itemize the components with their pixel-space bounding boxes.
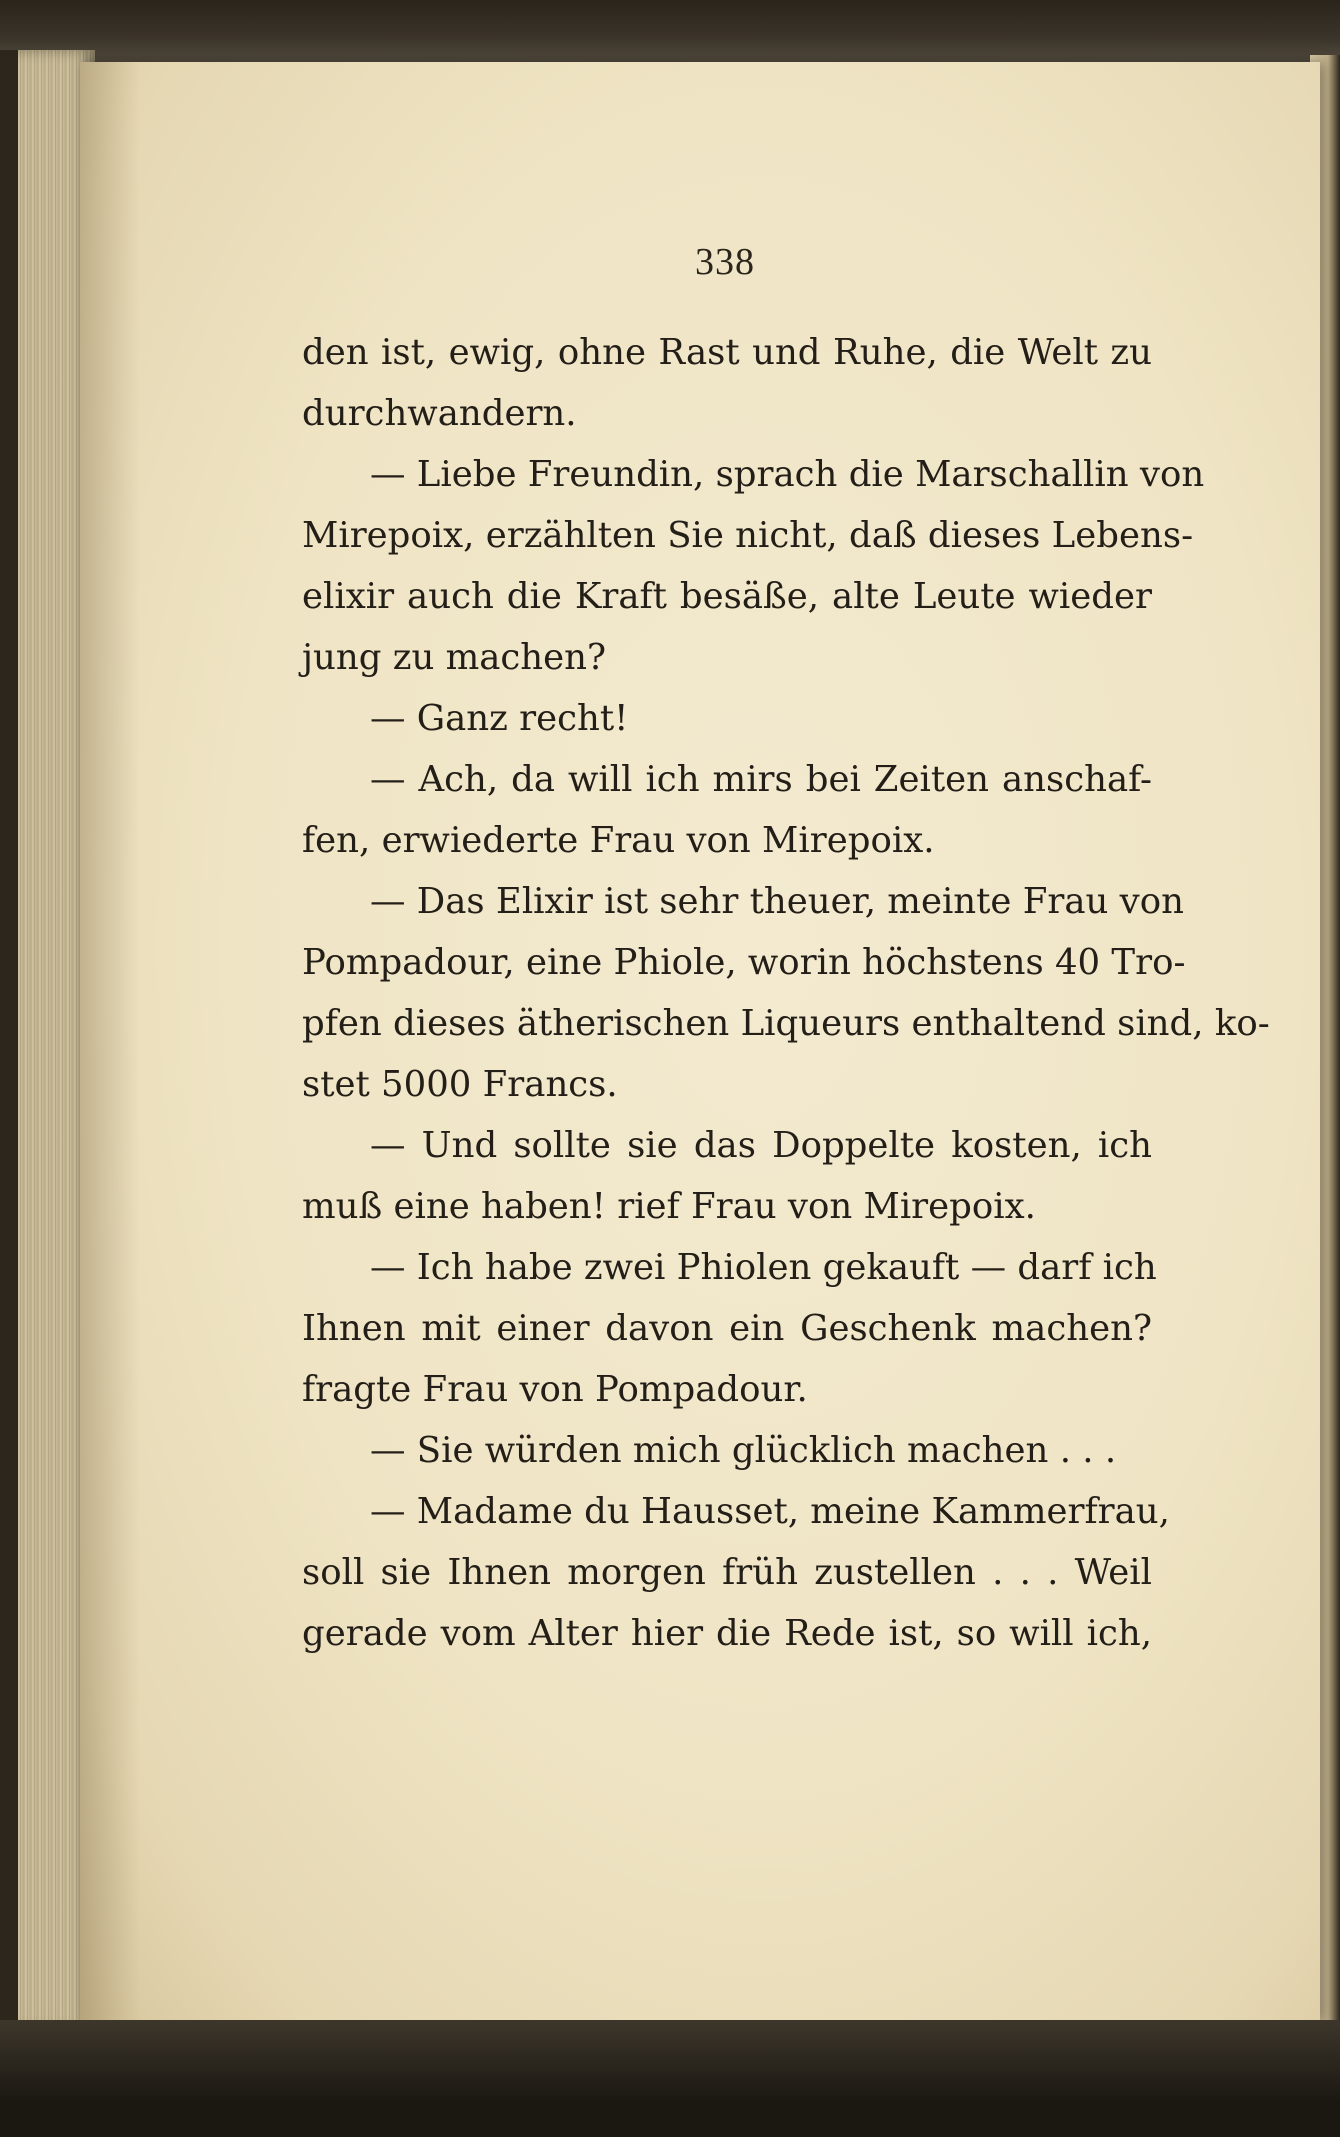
binding-shadow-top bbox=[0, 0, 1340, 70]
text-line: — Ich habe zwei Phiolen gekauft — darf ich bbox=[370, 1247, 1157, 1288]
text-line: fragte Frau von Pompadour. bbox=[302, 1369, 808, 1410]
text-line: muß eine haben! rief Frau von Mirepoix. bbox=[302, 1186, 1036, 1227]
text-line: — Sie würden mich glücklich machen . . . bbox=[370, 1430, 1117, 1471]
text-line: den ist, ewig, ohne Rast und Ruhe, die Welt zu bbox=[302, 332, 1152, 373]
cover-edge bbox=[0, 50, 18, 2030]
text-line: soll sie Ihnen morgen früh zustellen . . . Weil bbox=[302, 1552, 1152, 1593]
text-line: — Das Elixir ist sehr theuer, meinte Frau von bbox=[370, 881, 1184, 922]
text-line: — Und sollte sie das Doppelte kosten, ich bbox=[370, 1125, 1152, 1166]
text-line: — Ganz recht! bbox=[370, 698, 629, 739]
binding-shadow-bottom bbox=[0, 2020, 1340, 2137]
page-number: 338 bbox=[695, 241, 755, 283]
text-line: — Liebe Freundin, sprach die Marschallin von bbox=[370, 454, 1205, 495]
text-line: — Ach, da will ich mirs bei Zeiten anschaf- bbox=[370, 759, 1152, 800]
text-line: fen, erwiederte Frau von Mirepoix. bbox=[302, 820, 935, 861]
text-line: elixir auch die Kraft besäße, alte Leute wieder bbox=[302, 576, 1152, 617]
text-line: Ihnen mit einer davon ein Geschenk machen? bbox=[302, 1308, 1152, 1349]
text-line: jung zu machen? bbox=[302, 637, 607, 678]
text-line: gerade vom Alter hier die Rede ist, so will ich, bbox=[302, 1613, 1152, 1654]
text-line: — Madame du Hausset, meine Kammerfrau, bbox=[370, 1491, 1170, 1532]
page-text bbox=[302, 322, 1270, 1664]
text-line: stet 5000 Francs. bbox=[302, 1064, 618, 1105]
text-line: pfen dieses ätherischen Liqueurs enthaltend sind, ko- bbox=[302, 1003, 1270, 1044]
text-line: Mirepoix, erzählten Sie nicht, daß dieses Lebens- bbox=[302, 515, 1194, 556]
text-line: durchwandern. bbox=[302, 393, 577, 434]
text-line: Pompadour, eine Phiole, worin höchstens 40 Tro- bbox=[302, 942, 1186, 983]
